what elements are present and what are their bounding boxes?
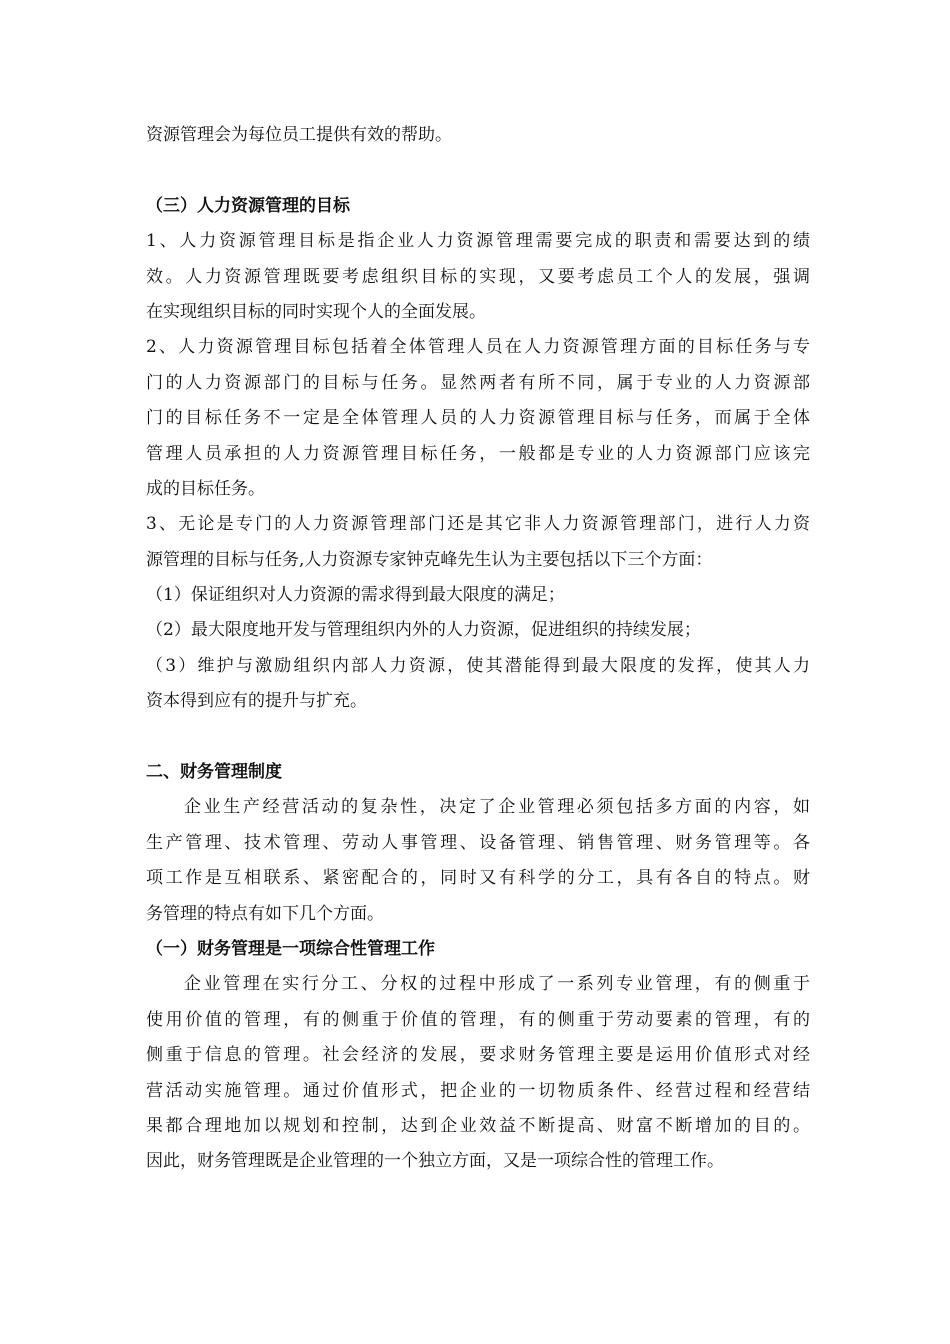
finance-sub-heading: （一）财务管理是一项综合性管理工作 <box>146 938 435 959</box>
spacer <box>146 720 810 755</box>
text-line: 效。人力资源管理既要考虑组织目标的实现，又要考虑员工个人的发展，强调 <box>146 266 810 287</box>
document-page <box>146 118 810 1180</box>
text-line: 在实现组织目标的同时实现个人的全面发展。 <box>146 301 486 322</box>
list-item: （1）保证组织对人力资源的需求得到最大限度的满足； <box>146 585 565 606</box>
text-line: 果都合理地加以规划和控制，达到企业效益不断提高、财富不断增加的目的。 <box>146 1115 810 1136</box>
goal-paragraph-3 <box>146 507 810 578</box>
list-item: （3）维护与激励组织内部人力资源，使其潜能得到最大限度的发挥，使其人力 <box>146 655 810 676</box>
text-line: 生产管理、技术管理、劳动人事管理、设备管理、销售管理、财务管理等。各 <box>146 832 810 853</box>
intro-tail-line: 资源管理会为每位员工提供有效的帮助。 <box>146 125 452 145</box>
goal-paragraph-2 <box>146 330 810 507</box>
text-line: 因此，财务管理既是企业管理的一个独立方面，又是一项综合性的管理工作。 <box>146 1151 724 1172</box>
finance-paragraph-2 <box>146 967 810 1179</box>
finance-paragraph-1 <box>146 790 810 932</box>
text-line: 侧重于信息的管理。社会经济的发展，要求财务管理主要是运用价值形式对经 <box>146 1045 810 1066</box>
text-line: 2、人力资源管理目标包括着全体管理人员在人力资源管理方面的目标任务与专 <box>146 337 810 358</box>
text-line: 1、人力资源管理目标是指企业人力资源管理需要完成的职责和需要达到的绩 <box>146 231 810 252</box>
text-line: 企业管理在实行分工、分权的过程中形成了一系列专业管理，有的侧重于 <box>184 974 810 995</box>
list-item: （2）最大限度地开发与管理组织内外的人力资源，促进组织的持续发展； <box>146 620 701 641</box>
text-line: 门的目标任务不一定是全体管理人员的人力资源管理目标与任务，而属于全体 <box>146 408 810 429</box>
section-finance-heading: 二、财务管理制度 <box>146 762 282 783</box>
text-line: 管理人员承担的人力资源管理目标任务，一般都是专业的人力资源部门应该完 <box>146 443 810 464</box>
text-line: 项工作是互相联系、紧密配合的，同时又有科学的分工，具有各自的特点。财 <box>146 868 810 889</box>
text-line: 使用价值的管理，有的侧重于价值的管理，有的侧重于劳动要素的管理，有的 <box>146 1009 810 1030</box>
text-line: 3、无论是专门的人力资源管理部门还是其它非人力资源管理部门，进行人力资 <box>146 514 810 535</box>
section-goal-heading: （三）人力资源管理的目标 <box>146 195 350 216</box>
text-line: 源管理的目标与任务,人力资源专家钟克峰先生认为主要包括以下三个方面： <box>146 549 713 570</box>
text-line: 成的目标任务。 <box>146 478 265 499</box>
goal-paragraph-1 <box>146 224 810 330</box>
text-line: 营活动实施管理。通过价值形式，把企业的一切物质条件、经营过程和经营结 <box>146 1080 810 1101</box>
goal-list <box>146 578 810 720</box>
text-line: 门的人力资源部门的目标与任务。显然两者有所不同，属于专业的人力资源部 <box>146 372 810 393</box>
text-line: 务管理的特点有如下几个方面。 <box>146 903 384 924</box>
text-line: 企业生产经营活动的复杂性，决定了企业管理必须包括多方面的内容，如 <box>184 797 810 818</box>
list-item: 资本得到应有的提升与扩充。 <box>146 691 367 712</box>
spacer <box>146 153 810 188</box>
